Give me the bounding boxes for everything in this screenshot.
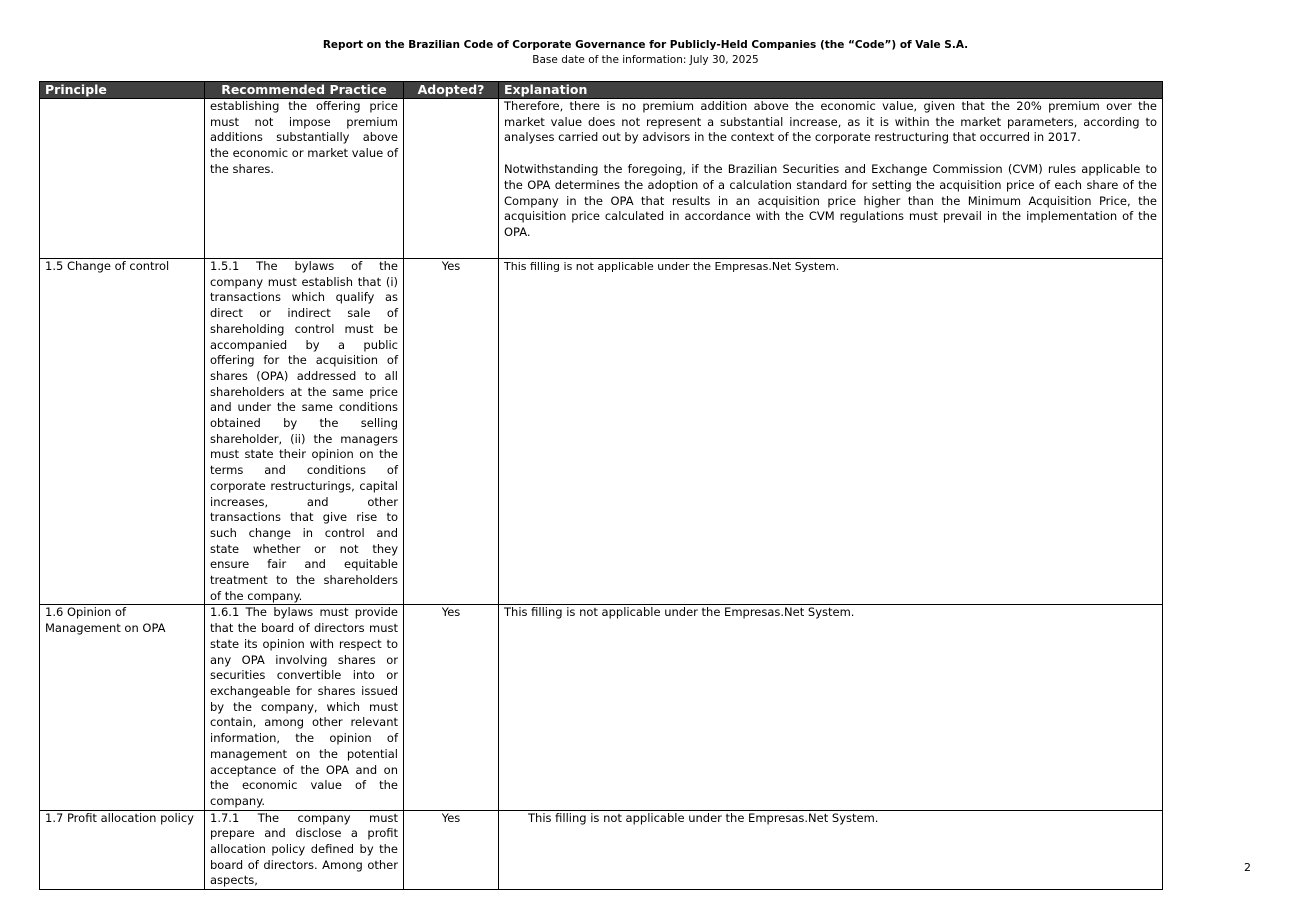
table-header-row xyxy=(40,82,1163,99)
base-date: Base date of the information: July 30, 2025 xyxy=(532,54,759,66)
table-row xyxy=(40,259,1163,605)
table-row xyxy=(40,810,1163,890)
column-header-principle: Principle xyxy=(40,82,205,99)
principle-cell: 1.6 Opinion of Management on OPA xyxy=(40,605,205,810)
page-number: 2 xyxy=(1244,861,1251,874)
table-row xyxy=(40,99,1163,259)
column-header-explanation: Explanation xyxy=(499,82,1163,99)
practice-cell: 1.6.1 The bylaws must provide that the board of directors must state its opinion with respect to any OPA involving shares or securities convertible into or exchangeable for shares issued by the company, which must contain, among other relevant information, the opinion of management on the potential acceptance of the OPA and on the economic value of the company. xyxy=(205,605,404,810)
principle-cell: 1.7 Profit allocation policy xyxy=(40,810,205,890)
principle-cell xyxy=(40,99,205,259)
practice-cell: establishing the offering price must not impose premium additions substantially above the economic or market value of the shares. xyxy=(205,99,404,259)
explanation-cell xyxy=(499,99,1163,259)
report-title: Report on the Brazilian Code of Corporate Governance for Publicly-Held Companies (the “Code”) of Vale S.A. xyxy=(322,39,969,51)
practice-cell: 1.5.1 The bylaws of the company must establish that (i) transactions which qualify as direct or indirect sale of shareholding control must be accompanied by a public offering for the acquisition of shares (OPA) addressed to all shareholders at the same price and under the same conditions obtained by the selling shareholder, (ii) the managers must state their opinion on the terms and conditions of corporate restructurings, capital increases, and other transactions that give rise to such change in control and state whether or not they ensure fair and equitable treatment to the shareholders of the company. xyxy=(205,259,404,605)
column-header-practice: Recommended Practice xyxy=(205,82,404,99)
table-row xyxy=(40,605,1163,810)
practice-cell: 1.7.1 The company must prepare and disclose a profit allocation policy defined by the board of directors. Among other aspects, xyxy=(205,810,404,890)
principle-cell: 1.5 Change of control xyxy=(40,259,205,605)
governance-table xyxy=(39,81,1163,890)
explanation-paragraph: Notwithstanding the foregoing, if the Brazilian Securities and Exchange Commission (CVM) rules applicable to the OPA determines the adoption of a calculation standard for setting the acquisition price of each share of the Company in the OPA that results in an acquisition price higher than the Minimum Acquisition Price, the acquisition price calculated in accordance with the CVM regulations must prevail in the implementation of the OPA. xyxy=(504,162,1157,239)
explanation-cell: This filling is not applicable under the Empresas.Net System. xyxy=(499,810,1163,890)
explanation-cell: This filling is not applicable under the Empresas.Net System. xyxy=(499,605,1163,810)
adopted-cell: Yes xyxy=(404,605,499,810)
explanation-paragraph: Therefore, there is no premium addition above the economic value, given that the 20% premium over the market value does not represent a substantial increase, as it is within the market parameters, according to analyses carried out by advisors in the context of the corporate restructuring that occurred in 2017. xyxy=(504,99,1157,145)
adopted-cell xyxy=(404,99,499,259)
explanation-cell: This filling is not applicable under the Empresas.Net System. xyxy=(499,259,1163,605)
adopted-cell: Yes xyxy=(404,259,499,605)
adopted-cell: Yes xyxy=(404,810,499,890)
column-header-adopted: Adopted? xyxy=(404,82,499,99)
